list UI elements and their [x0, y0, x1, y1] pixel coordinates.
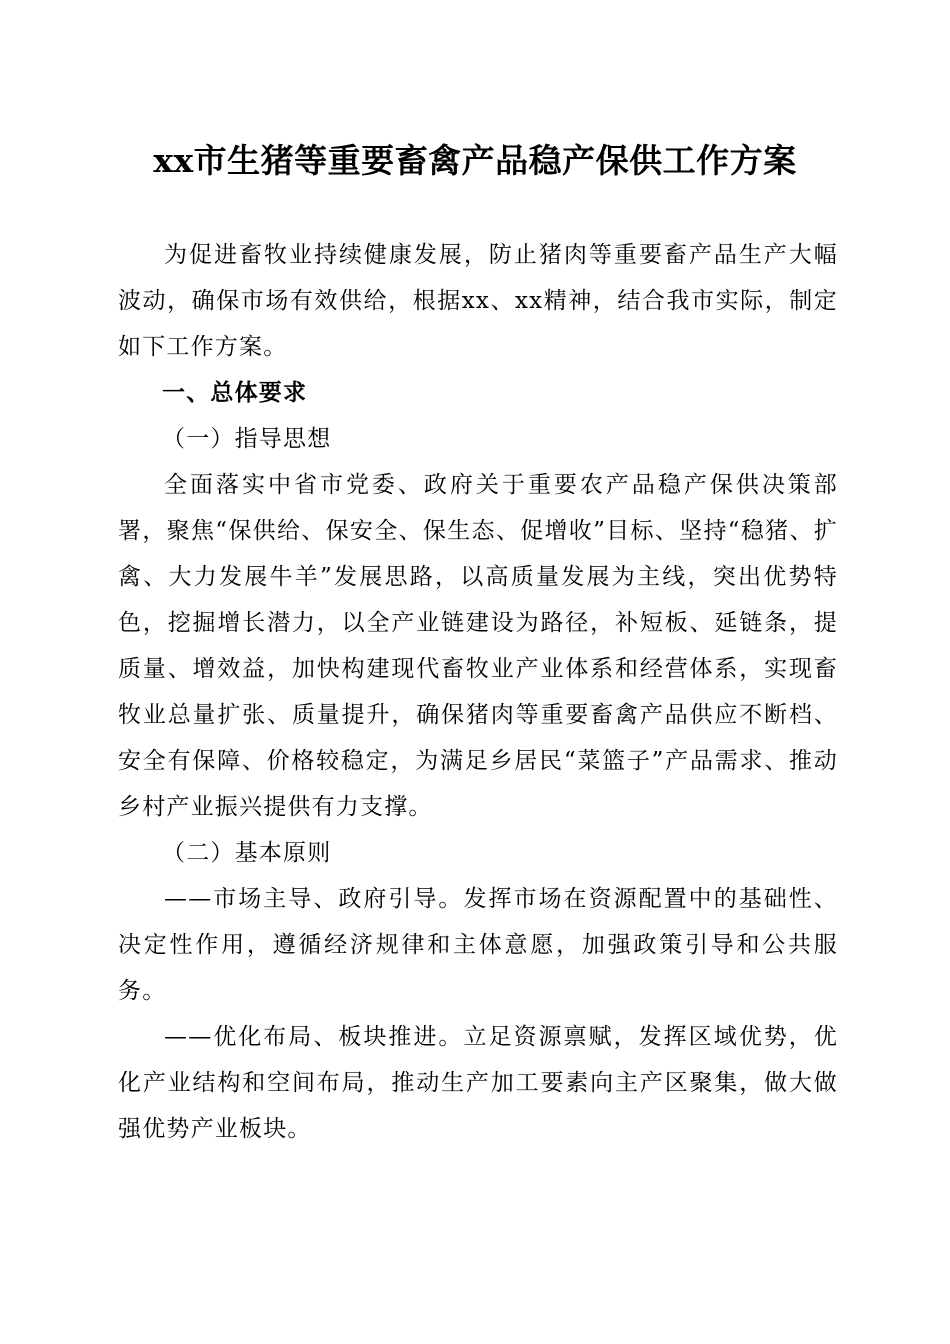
document-body	[118, 232, 838, 1152]
intro-paragraph: 为促进畜牧业持续健康发展，防止猪肉等重要畜产品生产大幅波动，确保市场有效供给，根据xx、xx精神，结合我市实际，制定如下工作方案。	[118, 242, 838, 360]
subsection-heading-basic-principles: （二）基本原则	[162, 840, 332, 866]
principle-paragraph: ——优化布局、板块推进。立足资源禀赋，发挥区域优势，优化产业结构和空间布局，推动生产加工要素向主产区聚集，做大做强优势产业板块。	[118, 1024, 838, 1142]
guiding-ideology-paragraph: 全面落实中省市党委、政府关于重要农产品稳产保供决策部署，聚焦“保供给、保安全、保生态、促增收”目标、坚持“稳猪、扩禽、大力发展牛羊”发展思路，以高质量发展为主线，突出优势特色，挖掘增长潜力，以全产业链建设为路径，补短板、延链条，提质量、增效益，加快构建现代畜牧业产业体系和经营体系，实现畜牧业总量扩张、质量提升，确保猪肉等重要畜禽产品供应不断档、安全有保障、价格较稳定，为满足乡居民“菜篮子”产品需求、推动乡村产业振兴提供有力支撑。	[118, 472, 838, 820]
subsection-heading-guiding-ideology: （一）指导思想	[162, 426, 332, 452]
section-heading-general-requirements: 一、总体要求	[162, 380, 308, 406]
document-title: xx市生猪等重要畜禽产品稳产保供工作方案	[153, 141, 797, 180]
principle-paragraph: ——市场主导、政府引导。发挥市场在资源配置中的基础性、决定性作用，遵循经济规律和主体意愿，加强政策引导和公共服务。	[118, 886, 838, 1004]
